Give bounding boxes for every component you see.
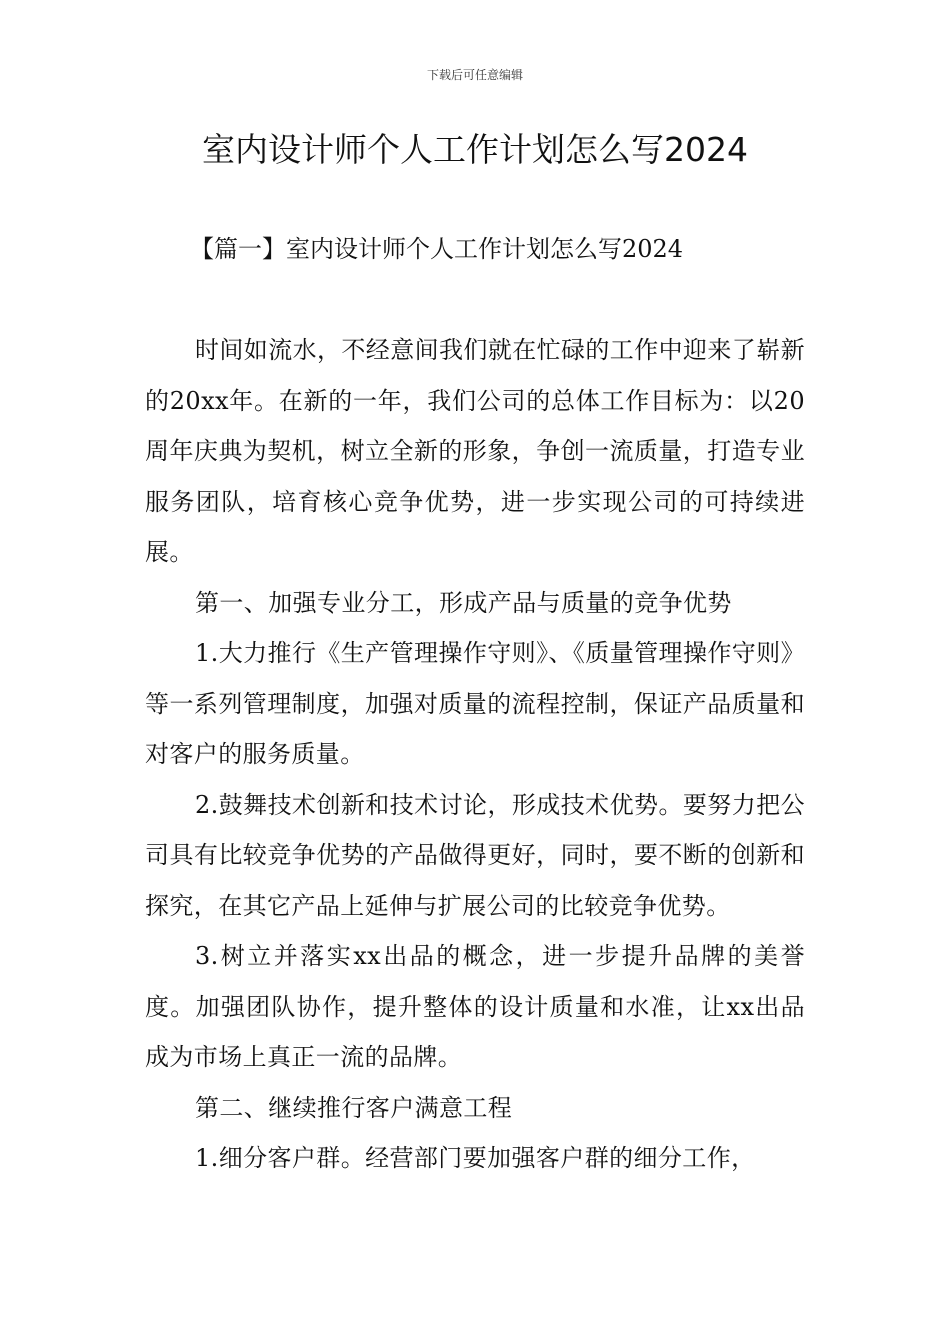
paragraph-item-2-1: 1.细分客户群。经营部门要加强客户群的细分工作， xyxy=(195,1144,756,1172)
paragraph-item-1-1: 1.大力推行《生产管理操作守则》、《质量管理操作守则》等一系列管理制度，加强对质量的流程控制，保证产品质量和对客户的服务质量。 xyxy=(145,639,805,768)
document-title: 室内设计师个人工作计划怎么写2024 xyxy=(202,130,748,169)
paragraph-heading-one: 第一、加强专业分工，形成产品与质量的竞争优势 xyxy=(195,588,732,617)
document-body xyxy=(145,325,805,1184)
paragraph-item-1-3: 3.树立并落实xx出品的概念，进一步提升品牌的美誉度。加强团队协作，提升整体的设计质量和水准，让xx出品成为市场上真正一流的品牌。 xyxy=(145,942,805,1071)
section-heading: 【篇一】室内设计师个人工作计划怎么写2024 xyxy=(190,235,684,263)
paragraph-heading-two: 第二、继续推行客户满意工程 xyxy=(195,1093,513,1122)
page-header-note: 下载后可任意编辑 xyxy=(426,68,523,82)
paragraph-item-1-2: 2.鼓舞技术创新和技术讨论，形成技术优势。要努力把公司具有比较竞争优势的产品做得更好，同时，要不断的创新和探究，在其它产品上延伸与扩展公司的比较竞争优势。 xyxy=(145,790,805,920)
paragraph-intro: 时间如流水，不经意间我们就在忙碌的工作中迎来了崭新的20xx年。在新的一年，我们公司的总体工作目标为：以20周年庆典为契机，树立全新的形象，争创一流质量，打造专业服务团队，培育核心竞争优势，进一步实现公司的可持续进展。 xyxy=(145,336,805,566)
